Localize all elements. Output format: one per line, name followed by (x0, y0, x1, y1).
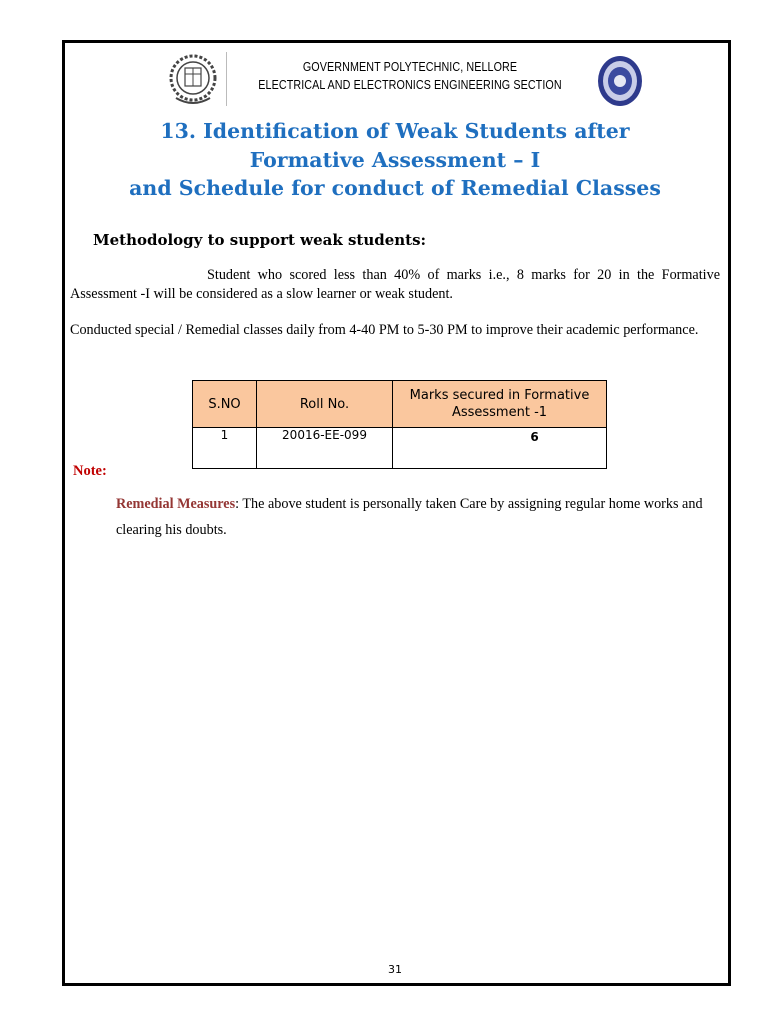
weak-students-table (192, 380, 607, 469)
remedial-schedule-paragraph: Conducted special / Remedial classes daily from 4-40 PM to 5-30 PM to improve their academic performance. (70, 322, 699, 338)
institution-name (238, 58, 582, 94)
institute-gear-logo (168, 52, 218, 110)
header-marks: Marks secured in Formative Assessment -1 (393, 381, 607, 428)
cell-sno: 1 (193, 428, 257, 469)
methodology-heading: Methodology to support weak students: (93, 231, 427, 249)
title-line-1: 13. Identification of Weak Students after (160, 119, 630, 143)
table-row (193, 428, 607, 469)
header-sno: S.NO (193, 381, 257, 428)
header-roll-no: Roll No. (257, 381, 393, 428)
page-title (100, 117, 690, 203)
header-line-2: ELECTRICAL AND ELECTRONICS ENGINEERING SECTION (258, 78, 562, 92)
cell-marks: 6 (393, 428, 607, 469)
criteria-paragraph: Student who scored less than 40% of marks i.e., 8 marks for 20 in the Formative Assessment -I will be considered as a slow learner or weak student. (70, 267, 720, 302)
header-line-1: GOVERNMENT POLYTECHNIC, NELLORE (302, 60, 518, 74)
remedial-measures (116, 491, 716, 543)
cell-roll-no: 20016-EE-099 (257, 428, 393, 469)
title-line-3: and Schedule for conduct of Remedial Classes (129, 176, 661, 200)
page-number: 31 (388, 963, 402, 976)
board-seal-logo (596, 54, 644, 108)
title-line-2: Formative Assessment – I (249, 147, 541, 172)
letterhead (168, 50, 648, 112)
header-divider (226, 52, 227, 106)
remedial-label: Remedial Measures (116, 496, 236, 512)
note-label: Note: (73, 463, 107, 479)
remedial-text: : The above student is personally taken Care by assigning regular home works and clearing his doubts. (116, 496, 703, 538)
table-header-row (193, 381, 607, 428)
